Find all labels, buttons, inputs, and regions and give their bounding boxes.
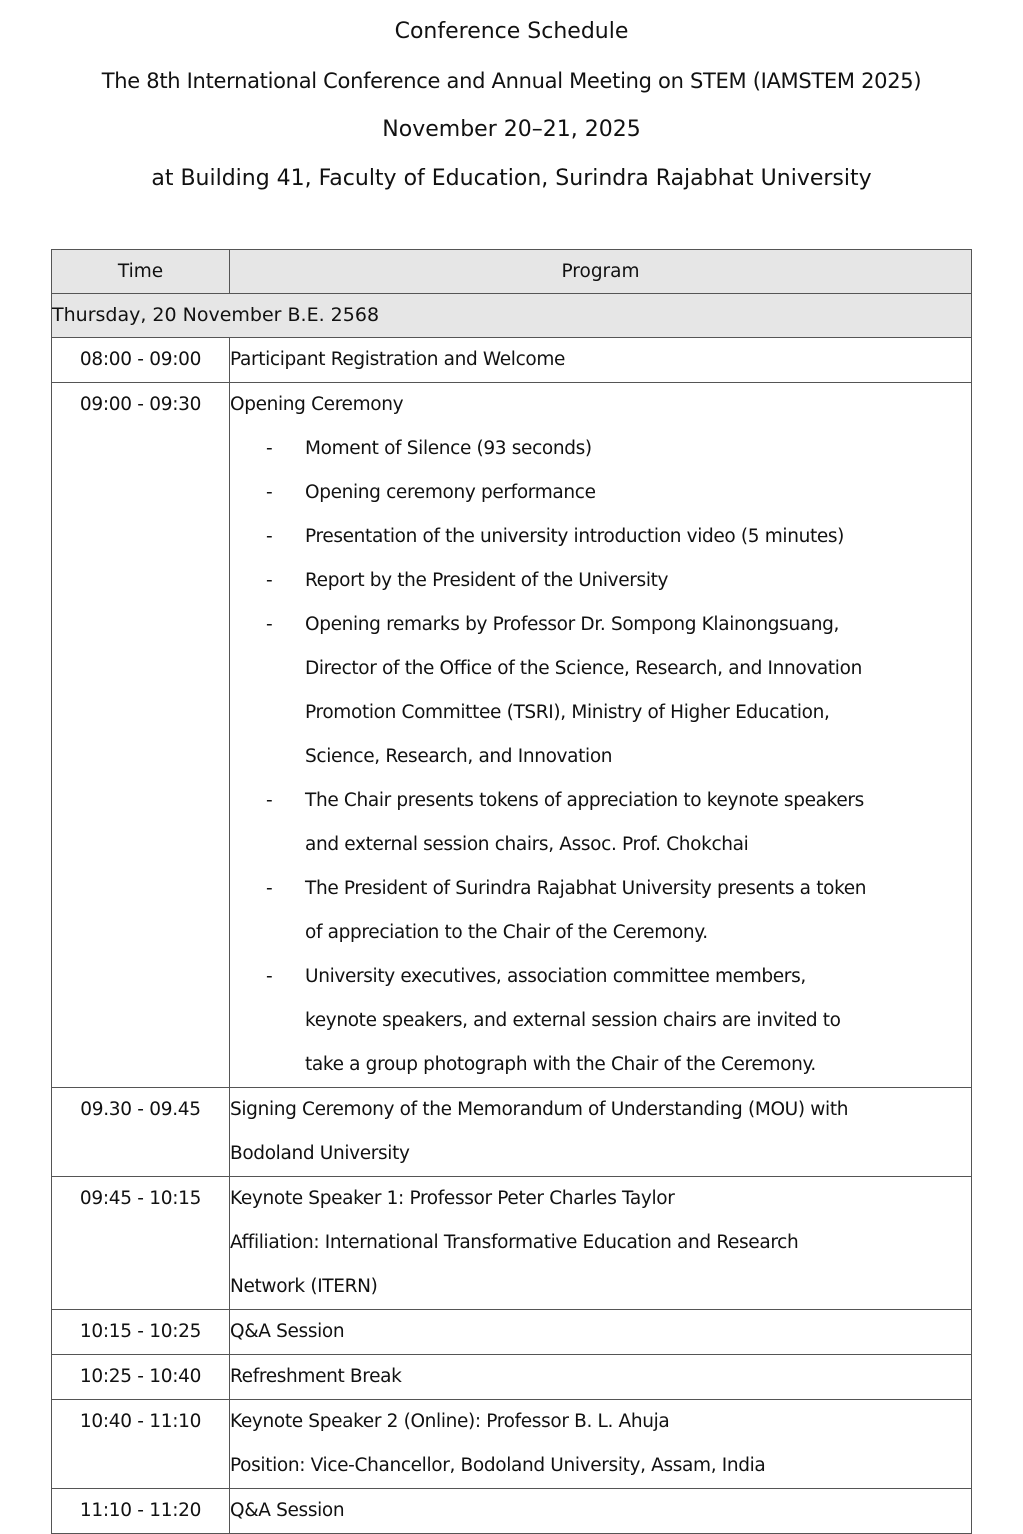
program-text: Q&A Session	[230, 1321, 345, 1342]
program-text: Keynote Speaker 1: Professor Peter Charles Taylor	[230, 1188, 675, 1209]
bullet-text-line: keynote speakers, and external session chairs are invited to	[305, 1010, 841, 1031]
table-row	[52, 1310, 972, 1355]
time-cell: 10:40 - 11:10	[52, 1400, 230, 1489]
program-text: Network (ITERN)	[230, 1276, 378, 1297]
table-row	[52, 1088, 972, 1177]
document-header	[0, 12, 1023, 208]
bullet-text	[305, 867, 971, 955]
program-bullet-item	[230, 427, 971, 471]
program-text: Q&A Session	[230, 1500, 345, 1521]
bullet-dash-icon: -	[266, 790, 273, 811]
bullet-text-line: Opening ceremony performance	[305, 482, 596, 503]
bullet-text-line: and external session chairs, Assoc. Prof. Chokchai	[305, 834, 749, 855]
bullet-text	[305, 955, 971, 1087]
bullet-text	[305, 603, 971, 779]
bullet-text	[305, 779, 971, 867]
column-header-program: Program	[230, 250, 972, 294]
conference-name: The 8th International Conference and Annual Meeting on STEM (IAMSTEM 2025)	[101, 69, 922, 93]
column-header-time: Time	[52, 250, 230, 294]
program-text: Opening Ceremony	[230, 394, 404, 415]
time-cell: 09:00 - 09:30	[52, 383, 230, 1088]
time-cell: 08:00 - 09:00	[52, 338, 230, 383]
bullet-text-line: Moment of Silence (93 seconds)	[305, 438, 592, 459]
bullet-text-line: The Chair presents tokens of appreciation to keynote speakers	[305, 790, 864, 811]
day-label: Thursday, 20 November B.E. 2568	[52, 294, 972, 338]
program-text: Signing Ceremony of the Memorandum of Understanding (MOU) with	[230, 1099, 849, 1120]
program-bullet-item	[230, 779, 971, 867]
table-row	[52, 383, 972, 1088]
bullet-dash-icon: -	[266, 570, 273, 591]
program-cell	[230, 1177, 972, 1310]
time-cell: 11:10 - 11:20	[52, 1489, 230, 1534]
program-text: Keynote Speaker 2 (Online): Professor B. L. Ahuja	[230, 1411, 670, 1432]
program-bullet-item	[230, 559, 971, 603]
table-row	[52, 1177, 972, 1310]
program-bullet-item	[230, 867, 971, 955]
table-row	[52, 1400, 972, 1489]
program-text: Position: Vice-Chancellor, Bodoland University, Assam, India	[230, 1455, 766, 1476]
table-header-row	[52, 250, 972, 294]
program-text: Bodoland University	[230, 1143, 410, 1164]
program-cell	[230, 1489, 972, 1534]
program-cell	[230, 383, 972, 1088]
time-cell: 10:15 - 10:25	[52, 1310, 230, 1355]
program-cell	[230, 338, 972, 383]
table-row	[52, 338, 972, 383]
program-bullet-item	[230, 603, 971, 779]
time-cell: 10:25 - 10:40	[52, 1355, 230, 1400]
program-text: Affiliation: International Transformative Education and Research	[230, 1232, 799, 1253]
conference-venue: at Building 41, Faculty of Education, Surindra Rajabhat University	[151, 166, 872, 191]
schedule-table	[51, 249, 972, 1534]
program-bullet-item	[230, 955, 971, 1087]
conference-dates: November 20–21, 2025	[382, 117, 641, 142]
program-text: Refreshment Break	[230, 1366, 402, 1387]
bullet-text-line: take a group photograph with the Chair of the Ceremony.	[305, 1054, 816, 1075]
program-cell	[230, 1310, 972, 1355]
bullet-text-line: Director of the Office of the Science, Research, and Innovation	[305, 658, 862, 679]
bullet-dash-icon: -	[266, 966, 273, 987]
program-cell	[230, 1400, 972, 1489]
bullet-text-line: Report by the President of the University	[305, 570, 669, 591]
program-bullet-item	[230, 515, 971, 559]
bullet-text	[305, 471, 971, 515]
document-title: Conference Schedule	[394, 19, 629, 44]
table-row	[52, 1355, 972, 1400]
bullet-dash-icon: -	[266, 526, 273, 547]
bullet-text-line: The President of Surindra Rajabhat University presents a token	[305, 878, 867, 899]
bullet-dash-icon: -	[266, 482, 273, 503]
program-text: Participant Registration and Welcome	[230, 349, 566, 370]
bullet-text-line: of appreciation to the Chair of the Ceremony.	[305, 922, 708, 943]
bullet-text-line: University executives, association committee members,	[305, 966, 806, 987]
bullet-text	[305, 427, 971, 471]
bullet-text-line: Opening remarks by Professor Dr. Sompong Klainongsuang,	[305, 614, 840, 635]
bullet-text-line: Science, Research, and Innovation	[305, 746, 613, 767]
bullet-text-line: Promotion Committee (TSRI), Ministry of Higher Education,	[305, 702, 830, 723]
time-cell: 09.30 - 09.45	[52, 1088, 230, 1177]
bullet-text	[305, 515, 971, 559]
bullet-text	[305, 559, 971, 603]
time-cell: 09:45 - 10:15	[52, 1177, 230, 1310]
bullet-dash-icon: -	[266, 878, 273, 899]
bullet-dash-icon: -	[266, 614, 273, 635]
bullet-dash-icon: -	[266, 438, 273, 459]
program-cell	[230, 1088, 972, 1177]
program-cell	[230, 1355, 972, 1400]
bullet-text-line: Presentation of the university introduction video (5 minutes)	[305, 526, 845, 547]
program-bullet-item	[230, 471, 971, 515]
table-row	[52, 1489, 972, 1534]
day-row	[52, 294, 972, 338]
